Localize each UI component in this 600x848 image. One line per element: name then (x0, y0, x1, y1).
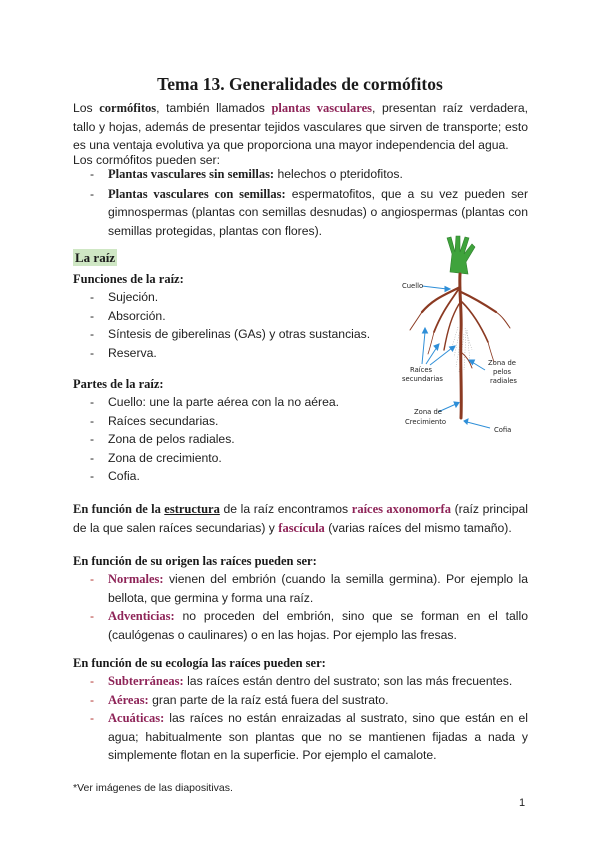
label-raices-secundarias-1: Raíces (410, 366, 433, 374)
list-item: - Plantas vasculares con semillas: espermatofitos, que a su vez pueden ser gimnospermas (plantas con semillas desnudas) o angiospermas (plantas con semillas protegidas, plantas con flores). (90, 186, 528, 238)
label-pelos-3: radiales (490, 377, 517, 385)
label-raices-secundarias-2: secundarias (402, 375, 443, 383)
parts-heading: Partes de la raíz: (73, 377, 164, 391)
origin-list (73, 570, 528, 644)
list-item: - Aéreas: gran parte de la raíz está fuera del sustrato. (90, 692, 389, 707)
types-intro: Los cormófitos pueden ser: (73, 153, 221, 167)
root-illustration (410, 274, 510, 418)
label-crecimiento-2: Crecimiento (405, 418, 447, 426)
list-item: - Adventicias: no proceden del embrión, sino que se forman en el tallo (caulógenas o caulinares) o en las hojas. Por ejemplo las fresas. (90, 609, 528, 642)
list-item: - Cuello: une la parte aérea con la no aérea. (90, 395, 340, 409)
page-number: 1 (519, 797, 526, 809)
list-item: - Subterráneas: las raíces están dentro del sustrato; son las más frecuentes. (90, 674, 513, 688)
label-pelos-1: Zona de (488, 359, 516, 367)
list-item: - Raíces secundarias. (90, 413, 219, 428)
section-heading-raiz: La raíz (75, 250, 116, 265)
functions-list (73, 288, 393, 362)
footnote: *Ver imágenes de las diapositivas. (73, 782, 233, 794)
parts-list (73, 393, 393, 486)
ecology-heading: En función de su ecología las raíces pueden ser: (73, 656, 326, 670)
term-cormofitos: cormófitos (99, 101, 157, 115)
list-item: - Zona de crecimiento. (90, 450, 222, 465)
label-pelos-2: pelos (493, 368, 512, 376)
structure-paragraph: En función de la estructura de la raíz encontramos raíces axonomorfa (raíz principal de la que salen raíces secundarias) y fascícula (varias raíces del mismo tamaño). (73, 502, 528, 535)
label-cuello: Cuello (402, 282, 424, 290)
types-list (73, 165, 528, 240)
intro-paragraph: Los cormófitos, también llamados plantas vasculares, presentan raíz verdadera, tallo y hojas, además de presentar tejidos vasculares que sirven de transporte; esto es una ventaja evolutiva ya que proporciona una mayor independencia del agua. (73, 101, 528, 152)
page-title: Tema 13. Generalidades de cormófitos (157, 74, 443, 94)
label-arrows (422, 286, 490, 428)
label-cofia: Cofia (494, 426, 512, 434)
origin-heading: En función de su origen las raíces pueden ser: (73, 554, 317, 568)
list-item: - Absorción. (90, 308, 166, 323)
keyword-estructura: estructura (164, 502, 220, 516)
shoot-illustration (447, 236, 475, 274)
list-item: - Zona de pelos radiales. (90, 432, 235, 446)
list-item: - Síntesis de giberelinas (GAs) y otras sustancias. (90, 327, 371, 341)
ecology-list (73, 672, 528, 765)
term-fasciculada: fascícula (278, 520, 325, 535)
term-axonomorfa: raíces axonomorfa (351, 502, 451, 516)
term-plantas-vasculares: plantas vasculares (271, 101, 373, 115)
list-item: - Reserva. (90, 345, 157, 360)
list-item: - Acuáticas: las raíces no están enraizadas al sustrato, sino que están en el agua; habitualmente son plantas que no se mantienen fijadas a nada y simplemente flotan en la superficie. Por ejemplo el camalote. (90, 711, 528, 762)
functions-heading: Funciones de la raíz: (73, 272, 184, 286)
list-item: - Sujeción. (90, 290, 159, 304)
list-item: - Normales: vienen del embrión (cuando la semilla germina). Por ejemplo la bellota, que germina y forma una raíz. (90, 572, 528, 605)
list-item: - Plantas vasculares sin semillas: helechos o pteridofitos. (90, 167, 403, 181)
label-crecimiento-1: Zona de (414, 408, 442, 416)
list-item: - Cofia. (90, 469, 140, 483)
root-diagram (392, 232, 532, 442)
